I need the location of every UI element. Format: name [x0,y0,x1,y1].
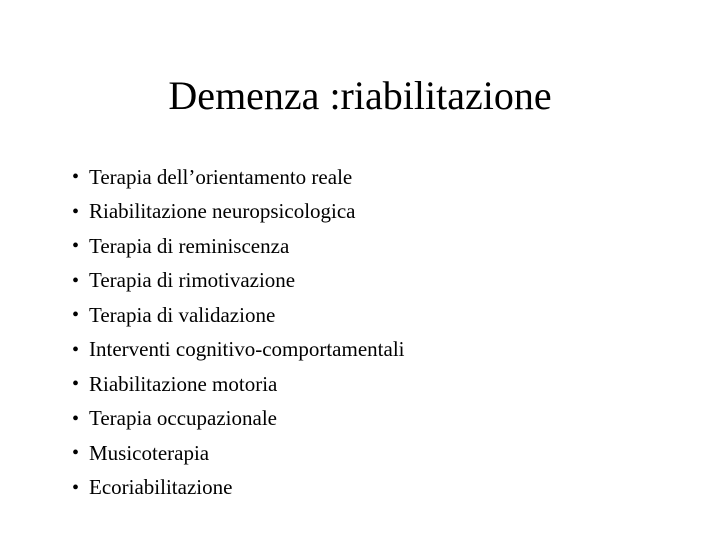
bullet-icon: • [72,166,80,189]
bullet-icon: • [72,407,80,430]
bullet-icon: • [72,338,80,361]
list-item-text: Terapia di validazione [89,302,276,327]
list-item [72,333,404,368]
list-item [72,402,404,437]
slide-title: Demenza :riabilitazione [168,73,552,118]
list-item-text: Riabilitazione motoria [89,371,278,396]
list-item [72,436,404,471]
list-item [72,298,404,333]
bullet-icon: • [72,476,80,499]
list-item-text: Terapia occupazionale [89,406,277,431]
list-item-text: Interventi cognitivo-comportamentali [89,337,405,362]
bullet-icon: • [72,269,80,292]
list-item-text: Terapia di reminiscenza [89,233,290,258]
bullet-icon: • [72,200,80,223]
bullet-list [72,160,404,505]
list-item-text: Ecoriabilitazione [89,475,233,500]
list-item [72,264,404,299]
list-item-text: Riabilitazione neuropsicologica [89,199,356,224]
bullet-icon: • [72,304,80,327]
list-item-text: Terapia di rimotivazione [89,268,296,293]
bullet-icon: • [72,442,80,465]
list-item [72,471,404,506]
list-item-text: Musicoterapia [89,440,210,465]
list-item [72,195,404,230]
bullet-icon: • [72,235,80,258]
list-item [72,229,404,264]
list-item-text: Terapia dell’orientamento reale [89,164,353,189]
bullet-icon: • [72,373,80,396]
list-item [72,160,404,195]
list-item [72,367,404,402]
